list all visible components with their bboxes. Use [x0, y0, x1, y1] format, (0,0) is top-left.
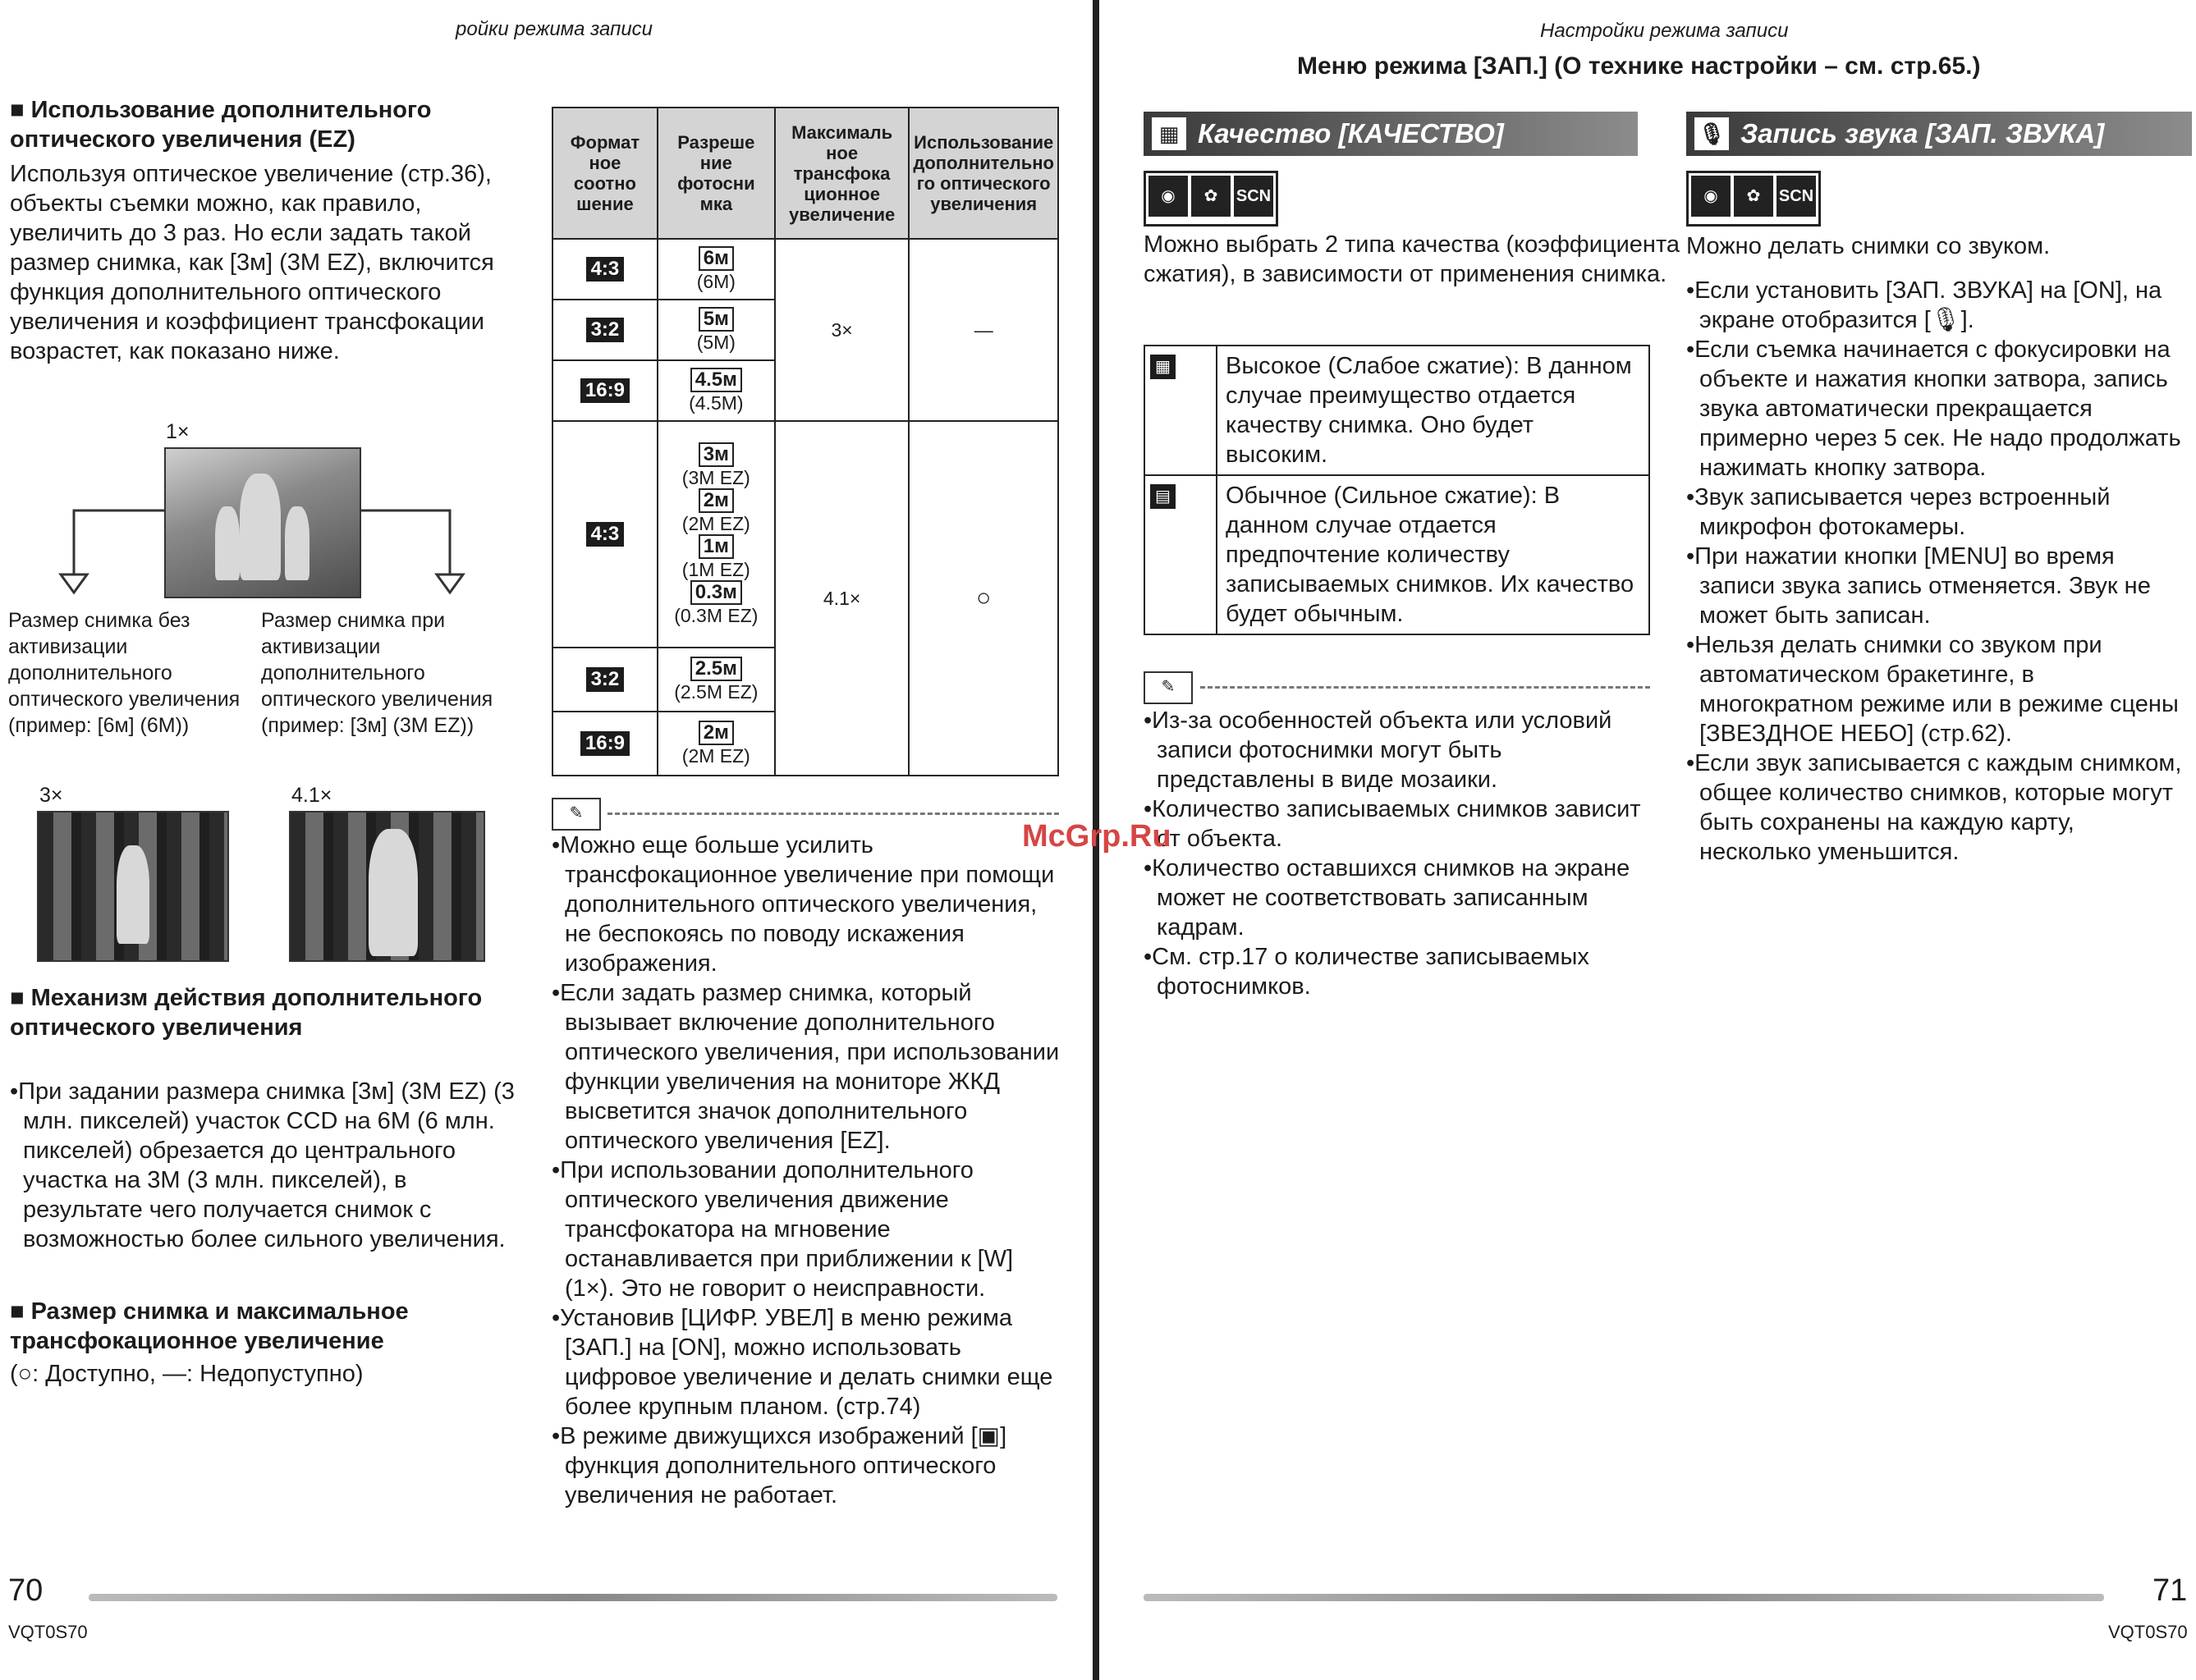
size-label: (5M)	[696, 332, 736, 353]
scn-icon: SCN	[1777, 176, 1816, 217]
size-icon: 4.5м	[690, 368, 742, 392]
high-quality-text: Высокое (Слабое сжатие): В данном случае преимущество отдается качеству снимка. Оно будет высоким.	[1217, 346, 1649, 475]
memo-icon: ✎	[1144, 671, 1193, 704]
col-header-ez: Использование дополнительно го оптического увеличения	[909, 108, 1058, 239]
col-header-aspect: Формат ное соотно шение	[552, 108, 658, 239]
high-quality-icon: ▦	[1144, 346, 1217, 475]
list-item: •Если звук записывается с каждым снимком, общее количество снимков, которые могут быть сохранены на каждую карту, несколько уменьшится.	[1686, 750, 2182, 865]
size-label: (2.5M EZ)	[674, 681, 759, 703]
footer-bar-right	[1144, 1594, 2104, 1601]
normal-quality-icon: ▤	[1144, 475, 1217, 634]
section-heading-ez: ■ Использование дополнительного оптического увеличения (EZ)	[10, 97, 432, 153]
list-item: •Нельзя делать снимки со звуком при автоматическом бракетинге, в многократном режиме или в режиме сцены [ЗВЕЗДНОЕ НЕБО] (стр.62).	[1686, 632, 2179, 747]
list-item: •Из-за особенностей объекта или условий записи фотоснимки могут быть представлены в виде мозаики.	[1144, 707, 1612, 793]
aspect-badge: 3:2	[586, 318, 625, 342]
zoom-label-41x: 4.1×	[291, 784, 332, 807]
memo-divider	[607, 813, 1059, 815]
section-text-mechanism: •При задании размера снимка [3м] (3M EZ) (3 млн. пикселей) участок CCD на 6M (6 млн. пикселей) обрезается до центрального участка на 3M (3 млн. пикселей), в результате чего получается снимок с возможностью более сильного увеличения.	[10, 1078, 515, 1252]
section-legend: (○: Доступно, —: Недопуступно)	[10, 1361, 364, 1387]
quality-intro: Можно выбрать 2 типа качества (коэффициента сжатия), в зависимости от применения снимка.	[1144, 231, 1680, 287]
list-item: •Количество записываемых снимков зависит от объекта.	[1144, 796, 1641, 852]
list-item: •Если задать размер снимка, который вызывает включение дополнительного оптического увеличения, при использовании функции увеличения на мониторе ЖКД высветится значок дополнительного оптического увеличения [EZ].	[552, 980, 1060, 1154]
list-item: •Если съемка начинается с фокусировки на объекте и нажатия кнопки затвора, запись звука автоматически прекращается примерно через 5 сек. Не надо продолжать нажимать кнопку затвора.	[1686, 336, 2181, 481]
section-text-ez: Используя оптическое увеличение (стр.36), объекты съемки можно, как правило, увеличить до 3 раз. Но если задать такой размер снимка, как [3м] (3М EZ), включится функция дополнительного оптического увеличения и коэффициент трансфокации возрастет, как показано ниже.	[10, 161, 494, 364]
aspect-badge: 4:3	[586, 257, 625, 282]
quality-icon: ▦	[1152, 117, 1186, 150]
photo-41x	[289, 811, 485, 962]
size-icon: 3м	[699, 442, 734, 467]
table-row	[552, 239, 1058, 300]
section-heading-size-zoom: ■ Размер снимка и максимальное трансфокационное увеличение	[10, 1298, 409, 1354]
zoom-label-1x: 1×	[166, 420, 190, 443]
size-label: (0.3M EZ)	[674, 605, 759, 626]
size-icon: 6м	[699, 246, 734, 271]
memo-divider	[1200, 686, 1650, 689]
size-label: (4.5M)	[689, 392, 744, 414]
audio-section-bar	[1686, 112, 2192, 156]
size-icon: 0.3м	[690, 580, 742, 605]
size-icon: 5м	[699, 307, 734, 332]
list-item: •См. стр.17 о количестве записываемых фотоснимков.	[1144, 944, 1589, 1000]
max-zoom-cell: 3×	[775, 239, 910, 421]
zoom-table	[552, 107, 1059, 776]
mode-icons	[1144, 171, 1278, 227]
table-row	[1144, 346, 1649, 475]
ez-cell: —	[909, 239, 1058, 421]
section-heading-mechanism: ■ Механизм действия дополнительного оптического увеличения	[10, 985, 483, 1041]
list-item: •В режиме движущихся изображений [▣] функция дополнительного оптического увеличения не работает.	[552, 1423, 1007, 1508]
aspect-badge: 16:9	[580, 378, 630, 403]
model-code-right: VQT0S70	[2108, 1622, 2188, 1642]
quality-notes	[1144, 706, 1653, 1001]
size-label: (2M EZ)	[681, 513, 750, 534]
aspect-badge: 3:2	[586, 667, 625, 692]
audio-title: Запись звука [ЗАП. ЗВУКА]	[1740, 118, 2105, 149]
caption-without-ez: Размер снимка без активизации дополнительного оптического увеличения (пример: [6м] (6M))	[8, 609, 241, 737]
running-head-left: ройки режима записи	[456, 18, 653, 40]
memo-icon: ✎	[552, 798, 601, 831]
caption-with-ez: Размер снимка при активизации дополнительного оптического увеличения (пример: [3м] (3M EZ))	[261, 609, 493, 737]
running-head-right: Настройки режима записи	[1540, 20, 1789, 42]
size-label: (6M)	[696, 271, 736, 292]
size-icon: 1м	[699, 534, 734, 559]
watermark: McGrp.Ru	[1022, 819, 1171, 854]
quality-table	[1144, 345, 1650, 635]
menu-title: Меню режима [ЗАП.] (О технике настройки – см. стр.65.)	[1297, 53, 1981, 80]
photo-3x	[37, 811, 229, 962]
camera-icon: ◉	[1148, 176, 1188, 217]
list-item: •Звук записывается через встроенный микрофон фотокамеры.	[1686, 484, 2111, 540]
size-label: (3M EZ)	[681, 467, 750, 488]
list-item: •Если установить [ЗАП. ЗВУКА] на [ON], на экране отобразится [🎙].	[1686, 277, 2162, 333]
list-item: •Можно еще больше усилить трансфокационное увеличение при помощи дополнительного оптического увеличения, не беспокоясь по поводу искажения изображения.	[552, 832, 1055, 977]
aspect-badge: 4:3	[586, 522, 625, 547]
list-item: •Установив [ЦИФР. УВЕЛ] в меню режима [ЗАП.] на [ON], можно использовать цифровое увеличение и делать снимки еще более крупным планом. (стр.74)	[552, 1305, 1053, 1420]
ez-cell: ○	[909, 421, 1058, 776]
table-row	[1144, 475, 1649, 634]
aspect-badge: 16:9	[580, 731, 630, 756]
arrow-diagram	[49, 501, 476, 599]
model-code-left: VQT0S70	[8, 1622, 88, 1642]
max-zoom-cell: 4.1×	[775, 421, 910, 776]
footer-bar-left	[89, 1594, 1057, 1601]
macro-icon: ✿	[1191, 176, 1231, 217]
camera-icon: ◉	[1691, 176, 1731, 217]
size-icon: 2м	[699, 721, 734, 745]
page-number-right: 71	[2152, 1573, 2188, 1608]
size-icon: 2.5м	[690, 657, 742, 681]
list-item: •Количество оставшихся снимков на экране может не соответствовать записанным кадрам.	[1144, 855, 1630, 941]
macro-icon: ✿	[1734, 176, 1773, 217]
size-label: (2M EZ)	[681, 745, 750, 767]
col-header-max-zoom: Максималь ное трансфока ционное увеличение	[775, 108, 910, 239]
col-header-resolution: Разреше ние фотосни мка	[658, 108, 775, 239]
size-label: (1M EZ)	[681, 559, 750, 580]
notes-left	[552, 831, 1061, 1510]
microphone-icon: 🎙	[1694, 117, 1729, 150]
normal-quality-text: Обычное (Сильное сжатие): В данном случае отдается предпочтение количеству записываемых снимков. Их качество будет обычным.	[1217, 475, 1649, 634]
zoom-label-3x: 3×	[39, 784, 63, 807]
audio-intro: Можно делать снимки со звуком.	[1686, 233, 2051, 259]
list-item: •При использовании дополнительного оптического увеличения движение трансфокатора на мгновение останавливается при приближении к [W] (1×). Это не говорит о неисправности.	[552, 1157, 1014, 1302]
audio-notes	[1686, 276, 2189, 867]
quality-section-bar	[1144, 112, 1638, 156]
table-row	[552, 421, 1058, 648]
page-number-left: 70	[8, 1573, 44, 1608]
size-icon: 2м	[699, 488, 734, 513]
list-item: •При нажатии кнопки [MENU] во время записи звука запись отменяется. Звук не может быть записан.	[1686, 543, 2151, 629]
scn-icon: SCN	[1234, 176, 1273, 217]
quality-title: Качество [КАЧЕСТВО]	[1198, 118, 1504, 149]
mode-icons	[1686, 171, 1821, 227]
